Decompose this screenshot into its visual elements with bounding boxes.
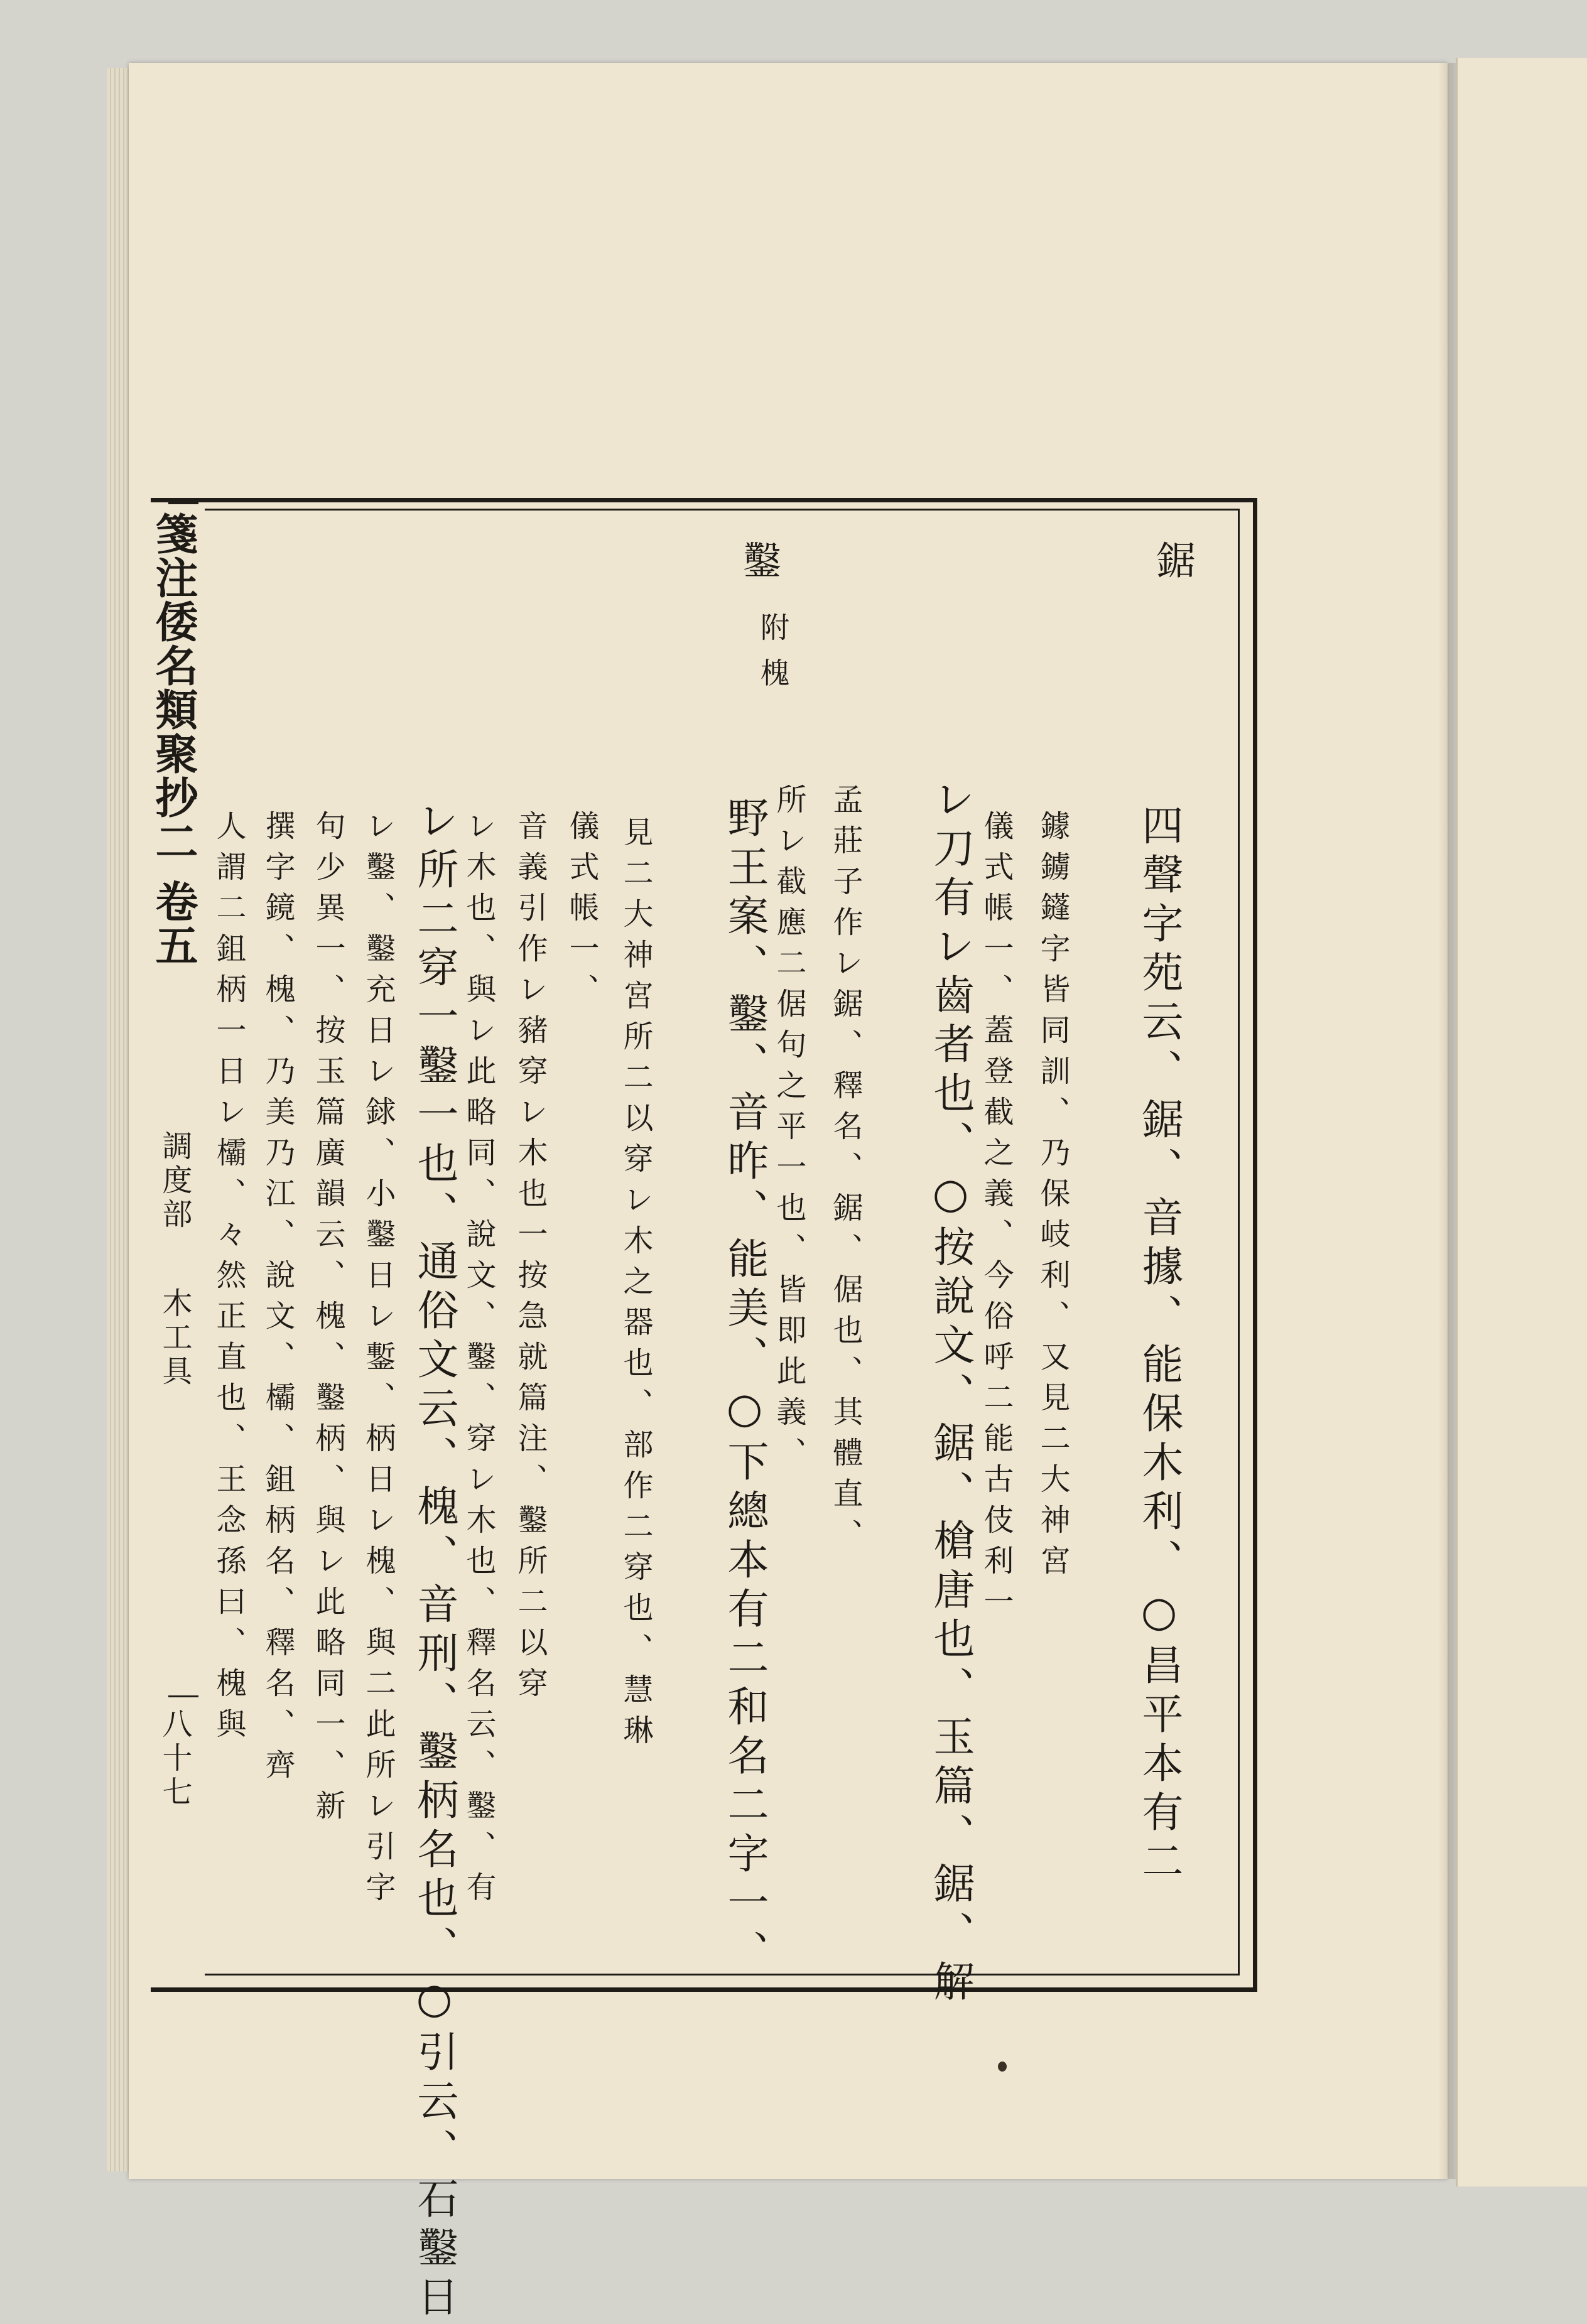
text-column: 野王案、鑿、音昨、能美、○下總本有二和名二字一、: [720, 796, 769, 1979]
category-label: 木工具: [157, 1287, 192, 1389]
text-column: レ木也、與レ此略同、說文、鑿、穿レ木也、釋名云、鑿、有: [461, 810, 496, 1912]
running-title: 箋注倭名類聚抄二 卷五: [148, 512, 198, 968]
entry-subheading: 附 槐: [756, 612, 790, 691]
section-label: 調度部: [157, 1130, 192, 1232]
margin-rule-top: [168, 502, 198, 504]
text-column: 句少異一、按玉篇廣韻云、槐、鑿柄、與レ此略同一、新: [310, 810, 345, 1830]
text-column: 撰字鏡、槐、乃美乃江、說文、欛、鉏柄名、釋名、齊: [260, 810, 295, 1790]
ink-spot: [998, 2062, 1007, 2072]
text-column: レ所二穿一鑿一也、通俗文云、槐、音刑、鑿柄名也、○引云、石鑿日: [410, 799, 458, 2324]
text-column: 人謂二鉏柄一日レ欛、々然正直也、王念孫曰、槐與: [211, 810, 246, 1749]
margin-rule-bottom: [168, 1695, 198, 1697]
text-column: 見二大神宮所二以穿レ木之器也、部作二穿也、慧琳: [618, 816, 653, 1755]
text-column: 四聲字苑云、鋸、音據、能保木利、○昌平本有二: [1135, 804, 1183, 1888]
text-column: レ鑿、鑿充日レ銶、小鑿日レ鏨、柄日レ槐、與二此所レ引字: [360, 810, 396, 1912]
text-column: 鐻鐪鑝字皆同訓、乃保岐利、又見二大神宮: [1035, 810, 1070, 1586]
text-column: 儀式帳一、: [564, 810, 599, 1014]
entry-heading: 鑿: [736, 540, 782, 583]
entry-heading: 鋸: [1150, 540, 1196, 583]
text-column: 音義引作レ豬穿レ木也一按急就篇注、鑿所二以穿: [512, 810, 548, 1708]
facing-page: [1456, 58, 1587, 2186]
text-column: 儀式帳一、蓋登截之義、今俗呼二能古伎利一: [978, 810, 1014, 1626]
page-number: 八十七: [157, 1708, 192, 1810]
text-column: レ刀有レ齒者也、○按說文、鋸、槍唐也、玉篇、鋸、解: [926, 777, 975, 2009]
text-column: 所レ截應二倨句之平一也、皆即此義、: [771, 784, 806, 1478]
text-column: 孟莊子作レ鋸、釋名、鋸、倨也、其體直、: [828, 784, 863, 1559]
